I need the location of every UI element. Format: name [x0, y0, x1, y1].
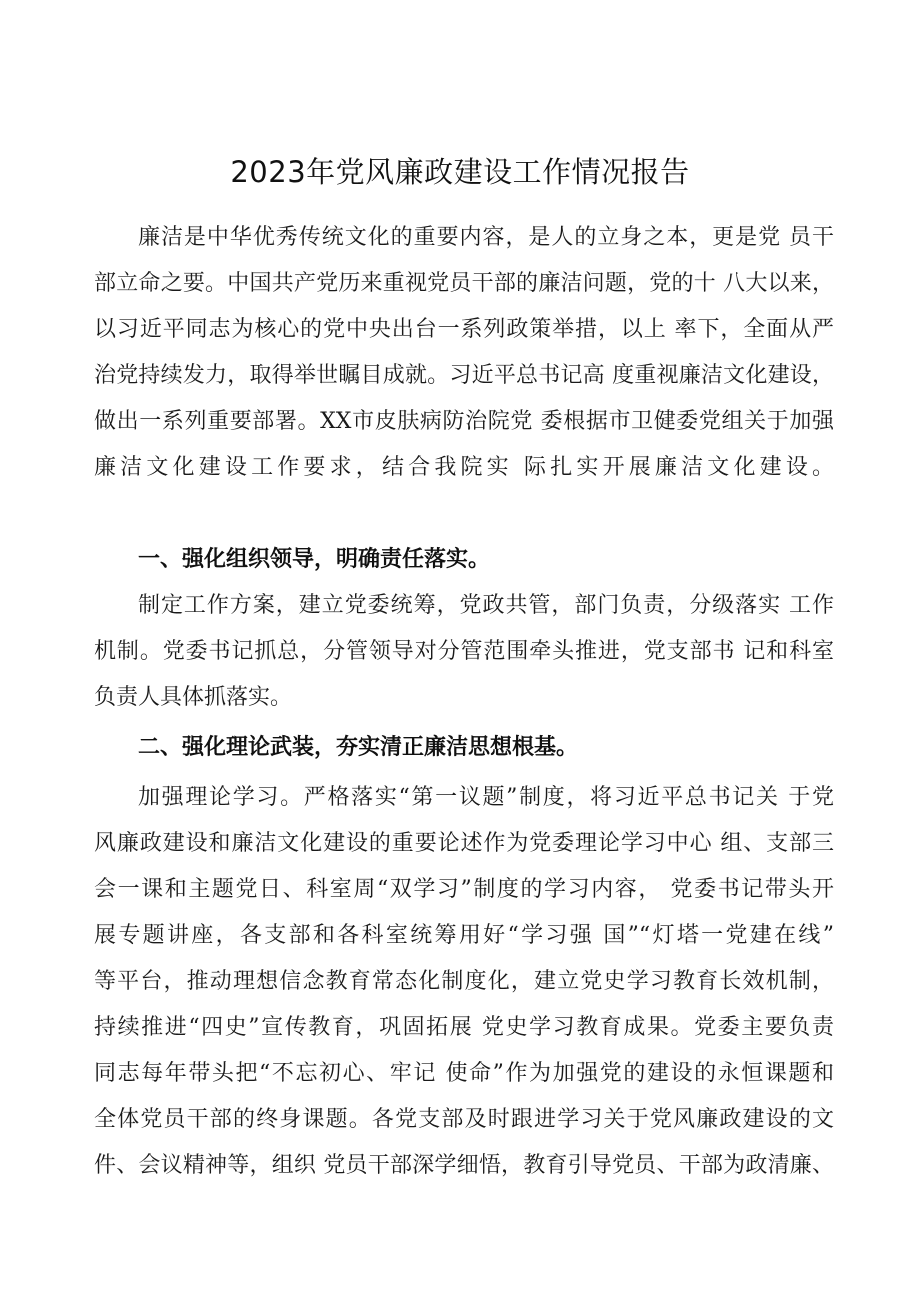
paragraph-line: 廉洁是中华优秀传统文化的重要内容，是人的立身之本，更是党 员干 — [138, 225, 834, 250]
paragraph-line: 做出一系列重要部署。XX市皮肤病防治院党 委根据市卫健委党组关于加强 — [94, 409, 834, 434]
paragraph-line: 制定工作方案，建立党委统筹，党政共管，部门负责，分级落实 工作 — [138, 593, 834, 618]
paragraph-line: 加强理论学习。严格落实“第一议题”制度，将习近平总书记关 于党 — [138, 785, 834, 810]
paragraph-line: 同志每年带头把“不忘初心、牢记 使命”作为加强党的建设的永恒课题和 — [94, 1061, 834, 1086]
section-heading-2: 二、强化理论武装，夯实清正廉洁思想根基。 — [138, 735, 579, 760]
paragraph-line: 以习近平同志为核心的党中央出台一系列政策举措，以上 率下，全面从严 — [94, 317, 834, 342]
paragraph-line: 件、会议精神等，组织 党员干部深学细悟，教育引导党员、干部为政清廉、 — [94, 1153, 834, 1178]
paragraph-line: 全体党员干部的终身课题。各党支部及时跟进学习关于党风廉政建设的文 — [94, 1107, 834, 1132]
paragraph-line: 持续推进“四史”宣传教育，巩固拓展 党史学习教育成果。党委主要负责 — [94, 1015, 834, 1040]
paragraph-line: 会一课和主题党日、科室周“双学习”制度的学习内容， 党委书记带头开 — [94, 877, 834, 902]
paragraph-line: 等平台，推动理想信念教育常态化制度化，建立党史学习教育长效机制， — [94, 969, 834, 994]
paragraph-line: 风廉政建设和廉洁文化建设的重要论述作为党委理论学习中心 组、支部三 — [94, 831, 834, 856]
paragraph-line: 展专题讲座，各支部和各科室统筹用好“学习强 国”“灯塔一党建在线” — [94, 923, 834, 948]
paragraph-line: 廉洁文化建设工作要求，结合我院实 际扎实开展廉洁文化建设。 — [94, 455, 834, 480]
document-title: 2023年党风廉政建设工作情况报告 — [230, 155, 690, 189]
paragraph-line: 机制。党委书记抓总，分管领导对分管范围牵头推进，党支部书 记和科室 — [94, 639, 834, 664]
paragraph-line: 部立命之要。中国共产党历来重视党员干部的廉洁问题，党的十 八大以来， — [94, 271, 834, 296]
paragraph-line: 负责人具体抓落实。 — [94, 685, 293, 710]
paragraph-line: 治党持续发力，取得举世瞩目成就。习近平总书记高 度重视廉洁文化建设， — [94, 363, 834, 388]
paragraph-line — [94, 494, 834, 534]
section-heading-1: 一、强化组织领导，明确责任落实。 — [138, 547, 491, 572]
